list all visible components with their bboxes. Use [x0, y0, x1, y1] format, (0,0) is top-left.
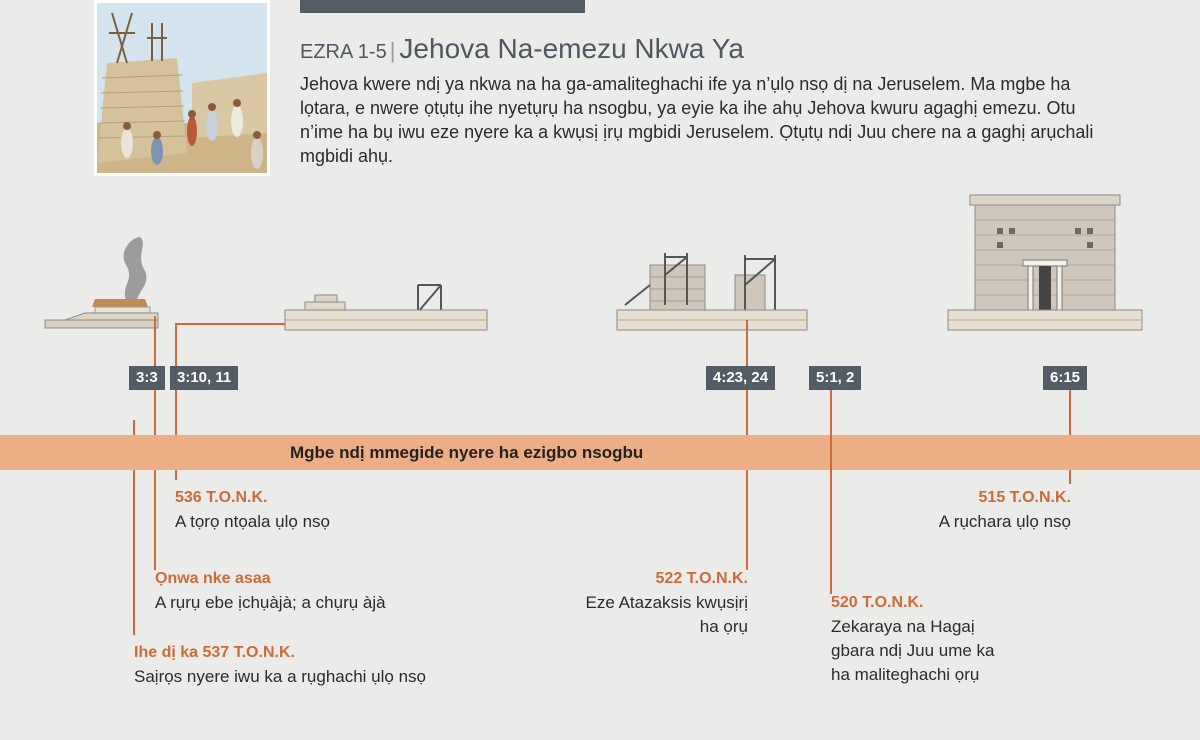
ref-label: 4:23, 24: [706, 366, 775, 390]
event-text: Saịrọs nyere iwu ka a rụghachi ụlọ nsọ: [134, 667, 426, 686]
event-date: 536 T.O.N.K.: [175, 489, 268, 506]
scripture-reference: EZRA 1-5: [300, 41, 387, 63]
event-date: Ihe dị ka 537 T.O.N.K.: [134, 644, 295, 661]
opposition-period-label: Mgbe ndị mmegide nyere ha ezigbo nsogbu: [290, 443, 644, 462]
completed-temple-illustration: [945, 190, 1145, 335]
event-515: [939, 486, 1071, 534]
event-date: 522 T.O.N.K.: [655, 570, 748, 587]
event-date: 520 T.O.N.K.: [831, 594, 924, 611]
heading-divider: |: [389, 38, 396, 63]
event-date: 515 T.O.N.K.: [978, 489, 1071, 506]
event-text: A rụchara ụlọ nsọ: [938, 512, 1071, 531]
cover-illustration: [94, 0, 270, 176]
event-520: [831, 591, 995, 687]
event-text: ha maliteghachi ọrụ: [831, 665, 980, 684]
event-536: [175, 486, 330, 534]
connector-520-band: [830, 435, 832, 470]
event-text: ha ọrụ: [699, 617, 748, 636]
page-heading: [300, 33, 744, 65]
event-seventh-month: [155, 567, 386, 615]
event-text: Eze Atazaksis kwụsịrị: [585, 593, 748, 612]
header-bar: [300, 0, 585, 13]
event-text: Zekaraya na Hagaị: [831, 617, 975, 636]
event-522: [586, 567, 749, 639]
foundation-illustration: [283, 280, 493, 335]
ref-label: 3:10, 11: [170, 366, 238, 390]
connector-536-h: [175, 323, 285, 325]
event-text: gbara ndị Juu ume ka: [831, 641, 995, 660]
event-text: A rụrụ ebe ịchụàjà; a chụrụ àjà: [155, 593, 386, 612]
halted-temple-illustration: [615, 245, 810, 335]
altar-illustration: [40, 225, 170, 335]
event-537: [134, 641, 426, 689]
ref-label: 5:1, 2: [809, 366, 861, 390]
connector-520: [830, 384, 832, 594]
page-title: Jehova Na-emezu Nkwa Ya: [399, 33, 744, 64]
event-text: A tọrọ ntọala ụlọ nsọ: [175, 512, 331, 531]
event-date: Ọnwa nke asaa: [155, 570, 271, 587]
ref-label: 6:15: [1043, 366, 1087, 390]
ref-label: 3:3: [129, 366, 165, 390]
intro-paragraph: Jehova kwere ndị ya nkwa na ha ga-amaliteghachi ife ya n’ụlọ nsọ dị na Jeruselem. Ma mgbe ha lọtara, e nwere ọtụtụ ihe nyetụrụ ha nsogbu, ya eyie ka ihe ahụ Jehova kwuru agaghị emezu. Otu n’ime ha bụ iwu eze nyere ka a kwụsị ịrụ mgbidi Jeruselem. Ọtụtụ ndị Juu chere na a gaghị arụchali mgbidi ahụ.: [300, 74, 1094, 166]
